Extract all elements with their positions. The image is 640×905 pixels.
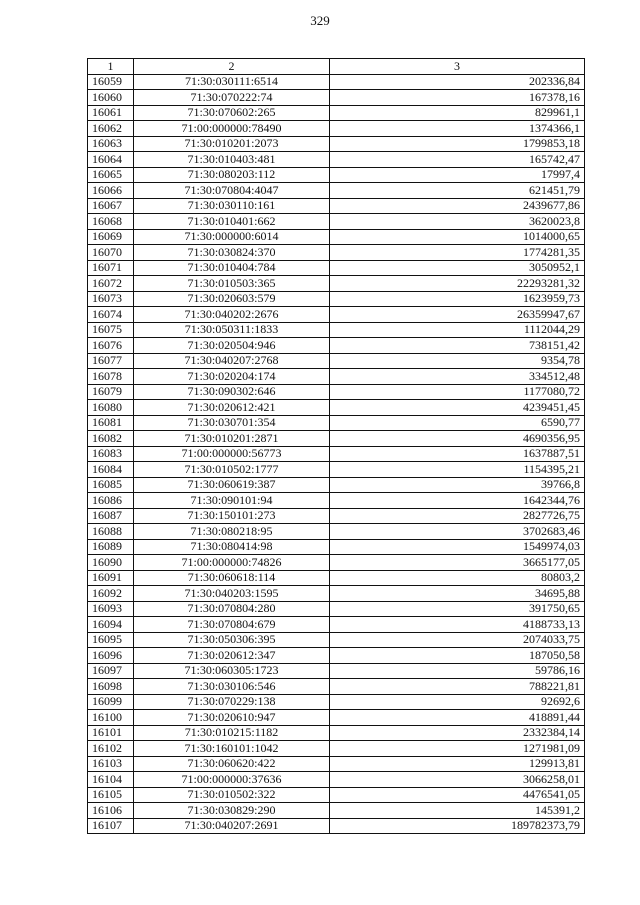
cadastral-value-cell: 1623959,73 xyxy=(330,291,585,307)
cadastral-number-cell: 71:30:020603:579 xyxy=(134,291,330,307)
table-row xyxy=(88,803,585,819)
cadastral-value-cell: 1374366,1 xyxy=(330,121,585,137)
cadastral-number-cell: 71:30:070804:280 xyxy=(134,601,330,617)
cadastral-value-cell: 3702683,46 xyxy=(330,524,585,540)
row-number-cell: 16103 xyxy=(88,756,134,772)
row-number-cell: 16076 xyxy=(88,338,134,354)
cadastral-number-cell: 71:30:030829:290 xyxy=(134,803,330,819)
cadastral-number-cell: 71:30:050311:1833 xyxy=(134,322,330,338)
table-row xyxy=(88,524,585,540)
table-row xyxy=(88,400,585,416)
cadastral-number-cell: 71:30:030701:354 xyxy=(134,415,330,431)
table-row xyxy=(88,431,585,447)
cadastral-value-cell: 418891,44 xyxy=(330,710,585,726)
cadastral-value-cell: 2439677,86 xyxy=(330,198,585,214)
table-row xyxy=(88,152,585,168)
cadastral-number-cell: 71:30:070222:74 xyxy=(134,90,330,106)
cadastral-value-cell: 187050,58 xyxy=(330,648,585,664)
page-number: 329 xyxy=(310,13,330,28)
row-number-cell: 16062 xyxy=(88,121,134,137)
cadastral-value-cell: 1642344,76 xyxy=(330,493,585,509)
row-number-cell: 16089 xyxy=(88,539,134,555)
cadastral-value-cell: 92692,6 xyxy=(330,694,585,710)
cadastral-value-cell: 2827726,75 xyxy=(330,508,585,524)
cadastral-value-cell: 2074033,75 xyxy=(330,632,585,648)
cadastral-number-cell: 71:30:010404:784 xyxy=(134,260,330,276)
table-row xyxy=(88,291,585,307)
table-row xyxy=(88,477,585,493)
row-number-cell: 16090 xyxy=(88,555,134,571)
column-header-3: 3 xyxy=(330,59,585,75)
row-number-cell: 16100 xyxy=(88,710,134,726)
cadastral-number-cell: 71:30:010215:1182 xyxy=(134,725,330,741)
row-number-cell: 16085 xyxy=(88,477,134,493)
table-row xyxy=(88,338,585,354)
row-number-cell: 16102 xyxy=(88,741,134,757)
cadastral-value-cell: 80803,2 xyxy=(330,570,585,586)
cadastral-number-cell: 71:30:010201:2871 xyxy=(134,431,330,447)
cadastral-number-cell: 71:30:020612:347 xyxy=(134,648,330,664)
cadastral-value-cell: 1799853,18 xyxy=(330,136,585,152)
cadastral-number-cell: 71:30:010401:662 xyxy=(134,214,330,230)
cadastral-number-cell: 71:30:160101:1042 xyxy=(134,741,330,757)
cadastral-value-cell: 17997,4 xyxy=(330,167,585,183)
table-row xyxy=(88,214,585,230)
row-number-cell: 16080 xyxy=(88,400,134,416)
row-number-cell: 16075 xyxy=(88,322,134,338)
cadastral-number-cell: 71:30:020504:946 xyxy=(134,338,330,354)
table-row xyxy=(88,369,585,385)
row-number-cell: 16088 xyxy=(88,524,134,540)
row-number-cell: 16071 xyxy=(88,260,134,276)
cadastral-number-cell: 71:30:010503:365 xyxy=(134,276,330,292)
cadastral-value-cell: 829961,1 xyxy=(330,105,585,121)
row-number-cell: 16066 xyxy=(88,183,134,199)
cadastral-value-cell: 4188733,13 xyxy=(330,617,585,633)
row-number-cell: 16070 xyxy=(88,245,134,261)
cadastral-number-cell: 71:00:000000:74826 xyxy=(134,555,330,571)
row-number-cell: 16082 xyxy=(88,431,134,447)
table-row xyxy=(88,601,585,617)
row-number-cell: 16072 xyxy=(88,276,134,292)
row-number-cell: 16101 xyxy=(88,725,134,741)
row-number-cell: 16083 xyxy=(88,446,134,462)
cadastral-number-cell: 71:30:040207:2691 xyxy=(134,818,330,834)
cadastral-number-cell: 71:30:010502:322 xyxy=(134,787,330,803)
cadastral-number-cell: 71:30:030111:6514 xyxy=(134,74,330,90)
row-number-cell: 16084 xyxy=(88,462,134,478)
row-number-cell: 16105 xyxy=(88,787,134,803)
row-number-cell: 16064 xyxy=(88,152,134,168)
table-row xyxy=(88,741,585,757)
row-number-cell: 16092 xyxy=(88,586,134,602)
cadastral-number-cell: 71:30:030824:370 xyxy=(134,245,330,261)
table-row xyxy=(88,446,585,462)
table-row xyxy=(88,632,585,648)
cadastral-value-cell: 738151,42 xyxy=(330,338,585,354)
cadastral-value-cell: 9354,78 xyxy=(330,353,585,369)
table-row xyxy=(88,710,585,726)
cadastral-value-cell: 3665177,05 xyxy=(330,555,585,571)
cadastral-value-cell: 59786,16 xyxy=(330,663,585,679)
table-row xyxy=(88,260,585,276)
cadastral-number-cell: 71:30:060305:1723 xyxy=(134,663,330,679)
row-number-cell: 16069 xyxy=(88,229,134,245)
row-number-cell: 16061 xyxy=(88,105,134,121)
cadastral-value-cell: 22293281,32 xyxy=(330,276,585,292)
cadastral-number-cell: 71:30:030110:161 xyxy=(134,198,330,214)
table-row xyxy=(88,617,585,633)
table-row xyxy=(88,245,585,261)
table-row xyxy=(88,307,585,323)
cadastral-value-cell: 391750,65 xyxy=(330,601,585,617)
column-header-1: 1 xyxy=(88,59,134,75)
cadastral-value-cell: 1774281,35 xyxy=(330,245,585,261)
cadastral-number-cell: 71:30:090302:646 xyxy=(134,384,330,400)
row-number-cell: 16094 xyxy=(88,617,134,633)
table-row xyxy=(88,276,585,292)
table-row xyxy=(88,198,585,214)
row-number-cell: 16086 xyxy=(88,493,134,509)
table-row xyxy=(88,322,585,338)
table-row xyxy=(88,555,585,571)
cadastral-number-cell: 71:30:040207:2768 xyxy=(134,353,330,369)
cadastral-value-cell: 1112044,29 xyxy=(330,322,585,338)
table-row xyxy=(88,74,585,90)
table-row xyxy=(88,508,585,524)
table-body xyxy=(88,74,585,834)
row-number-cell: 16067 xyxy=(88,198,134,214)
cadastral-number-cell: 71:30:080203:112 xyxy=(134,167,330,183)
cadastral-value-cell: 4690356,95 xyxy=(330,431,585,447)
cadastral-value-cell: 4239451,45 xyxy=(330,400,585,416)
row-number-cell: 16093 xyxy=(88,601,134,617)
cadastral-number-cell: 71:30:010502:1777 xyxy=(134,462,330,478)
cadastral-number-cell: 71:30:000000:6014 xyxy=(134,229,330,245)
row-number-cell: 16060 xyxy=(88,90,134,106)
cadastral-number-cell: 71:30:040202:2676 xyxy=(134,307,330,323)
cadastral-value-cell: 189782373,79 xyxy=(330,818,585,834)
row-number-cell: 16106 xyxy=(88,803,134,819)
cadastral-number-cell: 71:30:070229:138 xyxy=(134,694,330,710)
cadastral-value-cell: 34695,88 xyxy=(330,586,585,602)
row-number-cell: 16087 xyxy=(88,508,134,524)
cadastral-value-cell: 2332384,14 xyxy=(330,725,585,741)
cadastral-number-cell: 71:30:030106:546 xyxy=(134,679,330,695)
table-row xyxy=(88,648,585,664)
cadastral-value-cell: 145391,2 xyxy=(330,803,585,819)
row-number-cell: 16079 xyxy=(88,384,134,400)
table-row xyxy=(88,679,585,695)
table-header-row xyxy=(88,59,585,75)
row-number-cell: 16098 xyxy=(88,679,134,695)
cadastral-value-cell: 129913,81 xyxy=(330,756,585,772)
row-number-cell: 16097 xyxy=(88,663,134,679)
table-row xyxy=(88,167,585,183)
table-row xyxy=(88,586,585,602)
table-row xyxy=(88,229,585,245)
table-row xyxy=(88,384,585,400)
table-row xyxy=(88,756,585,772)
cadastral-value-cell: 4476541,05 xyxy=(330,787,585,803)
cadastral-number-cell: 71:30:010403:481 xyxy=(134,152,330,168)
cadastral-value-cell: 334512,48 xyxy=(330,369,585,385)
cadastral-value-cell: 1154395,21 xyxy=(330,462,585,478)
cadastral-number-cell: 71:00:000000:78490 xyxy=(134,121,330,137)
cadastral-number-cell: 71:30:070602:265 xyxy=(134,105,330,121)
cadastral-value-cell: 788221,81 xyxy=(330,679,585,695)
row-number-cell: 16095 xyxy=(88,632,134,648)
row-number-cell: 16074 xyxy=(88,307,134,323)
cadastral-value-cell: 6590,77 xyxy=(330,415,585,431)
table-row xyxy=(88,353,585,369)
cadastral-number-cell: 71:00:000000:37636 xyxy=(134,772,330,788)
table-row xyxy=(88,90,585,106)
cadastral-number-cell: 71:30:080414:98 xyxy=(134,539,330,555)
table-row xyxy=(88,570,585,586)
row-number-cell: 16081 xyxy=(88,415,134,431)
cadastral-value-cell: 1014000,65 xyxy=(330,229,585,245)
cadastral-value-cell: 3066258,01 xyxy=(330,772,585,788)
table-row xyxy=(88,694,585,710)
cadastral-number-cell: 71:30:080218:95 xyxy=(134,524,330,540)
cadastral-number-cell: 71:30:090101:94 xyxy=(134,493,330,509)
cadastral-value-cell: 1177080,72 xyxy=(330,384,585,400)
table-row xyxy=(88,415,585,431)
column-header-2: 2 xyxy=(134,59,330,75)
cadastral-number-cell: 71:00:000000:56773 xyxy=(134,446,330,462)
cadastral-number-cell: 71:30:010201:2073 xyxy=(134,136,330,152)
row-number-cell: 16091 xyxy=(88,570,134,586)
cadastral-value-table xyxy=(87,58,585,834)
row-number-cell: 16099 xyxy=(88,694,134,710)
cadastral-value-cell: 1549974,03 xyxy=(330,539,585,555)
table-row xyxy=(88,818,585,834)
table-row xyxy=(88,462,585,478)
table-row xyxy=(88,787,585,803)
table-row xyxy=(88,121,585,137)
row-number-cell: 16068 xyxy=(88,214,134,230)
cadastral-value-cell: 1637887,51 xyxy=(330,446,585,462)
cadastral-value-cell: 1271981,09 xyxy=(330,741,585,757)
table-row xyxy=(88,105,585,121)
cadastral-number-cell: 71:30:020612:421 xyxy=(134,400,330,416)
table-row xyxy=(88,493,585,509)
cadastral-value-cell: 165742,47 xyxy=(330,152,585,168)
cadastral-value-cell: 621451,79 xyxy=(330,183,585,199)
cadastral-number-cell: 71:30:040203:1595 xyxy=(134,586,330,602)
cadastral-number-cell: 71:30:060620:422 xyxy=(134,756,330,772)
cadastral-number-cell: 71:30:070804:679 xyxy=(134,617,330,633)
row-number-cell: 16063 xyxy=(88,136,134,152)
row-number-cell: 16107 xyxy=(88,818,134,834)
row-number-cell: 16096 xyxy=(88,648,134,664)
cadastral-number-cell: 71:30:050306:395 xyxy=(134,632,330,648)
cadastral-value-cell: 3620023,8 xyxy=(330,214,585,230)
row-number-cell: 16073 xyxy=(88,291,134,307)
table-row xyxy=(88,663,585,679)
cadastral-value-cell: 3050952,1 xyxy=(330,260,585,276)
cadastral-value-cell: 39766,8 xyxy=(330,477,585,493)
cadastral-value-cell: 167378,16 xyxy=(330,90,585,106)
table-row xyxy=(88,539,585,555)
cadastral-number-cell: 71:30:020204:174 xyxy=(134,369,330,385)
row-number-cell: 16059 xyxy=(88,74,134,90)
cadastral-value-cell: 202336,84 xyxy=(330,74,585,90)
cadastral-number-cell: 71:30:020610:947 xyxy=(134,710,330,726)
table-row xyxy=(88,772,585,788)
cadastral-number-cell: 71:30:150101:273 xyxy=(134,508,330,524)
cadastral-value-cell: 26359947,67 xyxy=(330,307,585,323)
row-number-cell: 16078 xyxy=(88,369,134,385)
row-number-cell: 16077 xyxy=(88,353,134,369)
table-row xyxy=(88,183,585,199)
cadastral-number-cell: 71:30:060619:387 xyxy=(134,477,330,493)
cadastral-number-cell: 71:30:060618:114 xyxy=(134,570,330,586)
table-row xyxy=(88,136,585,152)
row-number-cell: 16104 xyxy=(88,772,134,788)
cadastral-number-cell: 71:30:070804:4047 xyxy=(134,183,330,199)
table-row xyxy=(88,725,585,741)
row-number-cell: 16065 xyxy=(88,167,134,183)
